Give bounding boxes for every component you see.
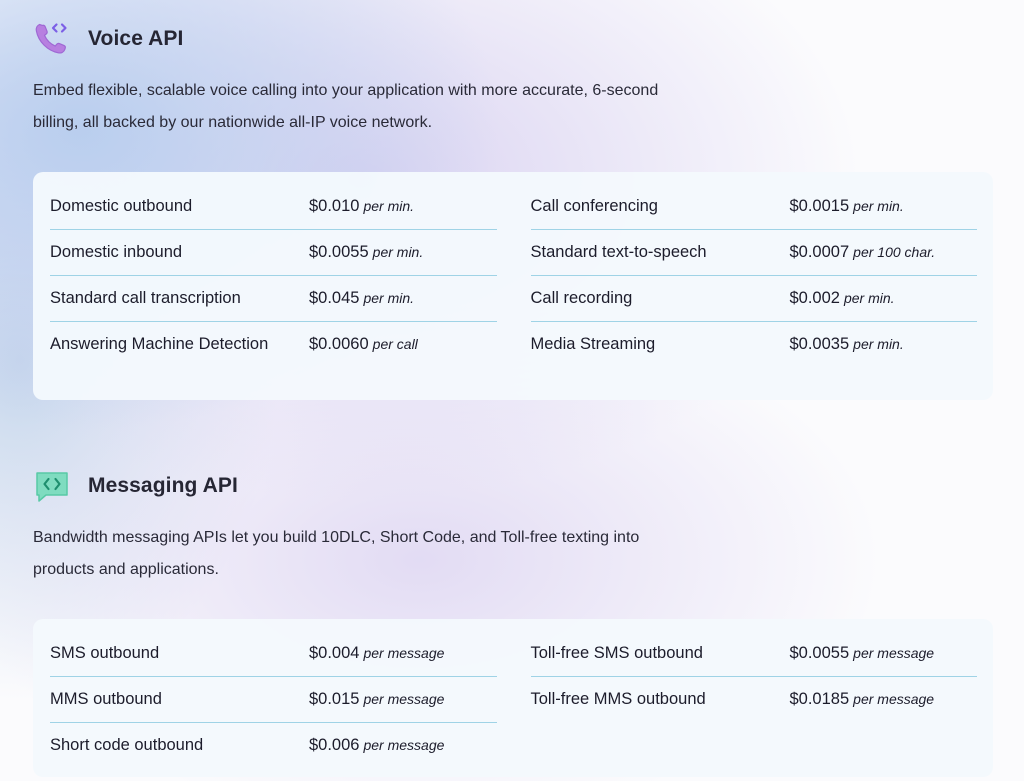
price-amount: $0.015 — [309, 690, 360, 708]
service-name: Domestic outbound — [50, 197, 193, 215]
price-unit: per message — [363, 645, 445, 661]
price-unit: per call — [372, 336, 418, 352]
price-unit: per min. — [853, 198, 904, 214]
section-description: Embed flexible, scalable voice calling into your application with more accurate, 6-second billing, all backed by our nationwide all-IP voice network. — [33, 82, 659, 131]
section-title: Messaging API — [88, 474, 238, 497]
price-amount: $0.0007 — [789, 243, 850, 261]
pricing-row — [50, 723, 497, 769]
service-name: MMS outbound — [50, 690, 162, 708]
pricing-row — [531, 184, 978, 230]
pricing-row — [531, 276, 978, 322]
service-price-group — [790, 287, 895, 310]
price-amount: $0.002 — [789, 289, 840, 307]
pricing-row — [50, 322, 497, 368]
price-amount: $0.0055 — [789, 644, 850, 662]
price-amount: $0.0060 — [309, 335, 369, 353]
price-unit: per min. — [363, 198, 415, 214]
phone-code-icon — [33, 20, 71, 58]
pricing-row — [531, 230, 978, 276]
pricing-column — [50, 184, 497, 400]
price-unit: per message — [363, 737, 445, 753]
price-amount: $0.010 — [309, 197, 360, 215]
pricing-row — [50, 184, 497, 230]
service-name: Media Streaming — [530, 335, 656, 353]
service-name: SMS outbound — [50, 644, 160, 662]
pricing-row — [531, 677, 978, 723]
service-price-group — [309, 241, 423, 264]
service-price-group — [790, 241, 936, 264]
price-amount: $0.0185 — [789, 690, 850, 708]
pricing-column — [50, 631, 497, 777]
price-amount: $0.004 — [309, 644, 360, 662]
pricing-row — [50, 276, 497, 322]
service-price-group — [309, 287, 414, 310]
service-name: Short code outbound — [50, 736, 204, 754]
price-unit: per min. — [363, 290, 415, 306]
service-price-group — [790, 642, 935, 665]
price-unit: per 100 char. — [853, 244, 936, 260]
pricing-column — [531, 631, 978, 777]
price-amount: $0.0055 — [309, 243, 369, 261]
service-name: Domestic inbound — [50, 243, 183, 261]
service-name: Answering Machine Detection — [50, 335, 269, 353]
service-price-group — [790, 688, 935, 711]
service-price-group — [309, 734, 444, 757]
messaging-api-header — [33, 467, 238, 505]
service-name: Call conferencing — [530, 197, 658, 215]
price-amount: $0.006 — [309, 736, 360, 754]
service-name: Standard call transcription — [50, 289, 241, 307]
price-unit: per message — [853, 691, 935, 707]
price-unit: per message — [853, 645, 935, 661]
service-price-group — [790, 195, 904, 218]
price-unit: per min. — [843, 290, 895, 306]
price-amount: $0.0035 — [789, 335, 850, 353]
pricing-card — [33, 619, 993, 777]
pricing-row — [50, 677, 497, 723]
service-name: Standard text-to-speech — [530, 243, 707, 261]
section-description: Bandwidth messaging APIs let you build 10DLC, Short Code, and Toll-free texting into products and applications. — [33, 529, 640, 578]
service-price-group — [309, 333, 418, 356]
pricing-card — [33, 172, 993, 400]
service-price-group — [309, 688, 444, 711]
pricing-row — [531, 631, 978, 677]
pricing-column — [531, 184, 978, 400]
price-amount: $0.0015 — [789, 197, 850, 215]
service-name: Toll-free MMS outbound — [530, 690, 706, 708]
message-code-icon — [33, 467, 71, 505]
pricing-row — [531, 322, 978, 368]
price-unit: per min. — [372, 244, 424, 260]
service-name: Call recording — [530, 289, 633, 307]
voice-api-header — [33, 20, 183, 58]
price-unit: per message — [363, 691, 445, 707]
service-price-group — [790, 333, 904, 356]
service-price-group — [309, 195, 414, 218]
section-title: Voice API — [88, 27, 184, 50]
pricing-row — [50, 230, 497, 276]
price-amount: $0.045 — [309, 289, 360, 307]
price-unit: per min. — [853, 336, 904, 352]
service-name: Toll-free SMS outbound — [530, 644, 703, 662]
pricing-row — [50, 631, 497, 677]
service-price-group — [309, 642, 444, 665]
